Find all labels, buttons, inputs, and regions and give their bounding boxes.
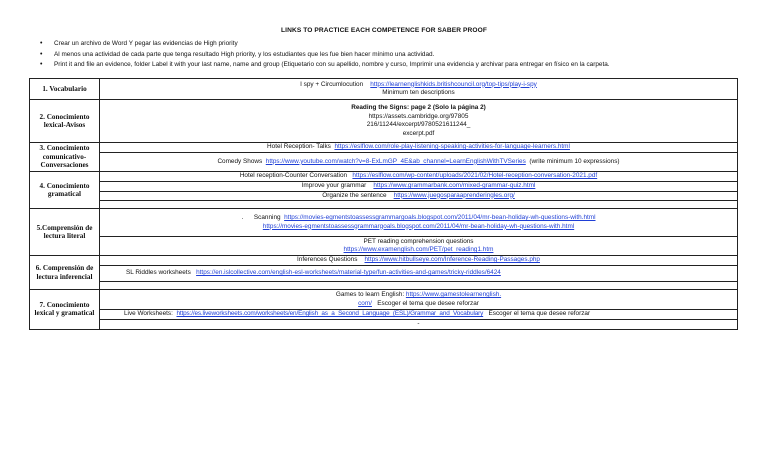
activity-link[interactable]: https://es.liveworksheets.com/worksheets/en/English_as_a_Second_Language_(ESL)/Grammar_and_Vocabulary xyxy=(176,310,484,318)
activity-link[interactable]: https://www.grammarbank.com/mixed-grammar-quiz.html xyxy=(373,182,536,189)
content-cell xyxy=(100,143,738,153)
activity-label: PET reading comprehension questions xyxy=(363,237,474,245)
activity-label: SL Riddles worksheets xyxy=(126,269,191,277)
table-row xyxy=(30,320,738,330)
activity-label: Games to learn English: xyxy=(335,291,405,298)
activity-label: Hotel Reception- Talks xyxy=(267,143,331,151)
activity-link[interactable]: https://eslflow.com/wp-content/uploads/2021/02/Hotel-reception-conversation-2021.pdf xyxy=(352,172,598,180)
table-row xyxy=(30,172,738,182)
content-cell xyxy=(100,256,738,266)
instruction-item: • Al menos una actividad de cada parte que tenga resultado High priority, y los estudiantes que les fue bien hacer mínimo una actividad. xyxy=(38,50,758,61)
content-cell xyxy=(100,191,738,201)
activity-note: Escoger el tema que desee reforzar xyxy=(488,310,591,318)
activity-note: Minimum ten descriptions xyxy=(382,89,455,96)
table-row xyxy=(30,209,738,237)
activity-link[interactable]: https://movies-egmentstoassessgrammargoals.blogspot.com/2011/04/mr-bean-holiday-wh-questions-with.html xyxy=(284,214,596,221)
activity-label: Improve your grammar xyxy=(301,182,367,189)
activity-link[interactable]: https://www.hitbullseye.com/Inference-Reading-Passages.php xyxy=(364,256,540,264)
content-cell xyxy=(100,79,738,100)
activity-note: Escoger el tema que desee reforzar xyxy=(377,299,479,307)
competence-links-table xyxy=(29,78,738,330)
content-cell xyxy=(100,266,738,282)
activity-link[interactable]: https://learnenglishkids.britishcouncil.org/top-tips/play-i-spy xyxy=(370,80,537,88)
activity-link[interactable]: https://www.youtube.com/watch?v=8-ExLmGP_4E&ab_channel=LearnEnglishWithTVSeries xyxy=(265,157,526,165)
activity-label: Reading the Signs: page 2 (Solo la página 2) xyxy=(351,104,486,111)
activity-link[interactable]: https://www.examenglish.com/PET/pet_reading1.htm xyxy=(343,246,494,253)
activity-label: I spy + Circumlocution xyxy=(300,80,364,88)
content-cell xyxy=(100,237,738,256)
activity-label: Comedy Shows xyxy=(217,157,263,165)
activity-link[interactable]: https://eslflow.com/role-play-listening-speaking-activities-for-language-learners.html xyxy=(334,143,570,151)
activity-link[interactable]: https://movies-egmentstoassessgrammargoals.blogspot.com/2011/04/mr-bean-holiday-wh-questions-with.html xyxy=(262,222,575,230)
content-cell xyxy=(100,172,738,182)
activity-link[interactable]: com/ xyxy=(358,299,372,307)
table-row xyxy=(30,282,738,290)
table-row xyxy=(30,100,738,143)
content-cell xyxy=(100,100,738,143)
activity-url-line: https://assets.cambridge.org/97805 xyxy=(368,112,469,120)
table-row xyxy=(30,266,738,282)
table-row xyxy=(30,201,738,209)
table-row xyxy=(30,237,738,256)
table-row xyxy=(30,290,738,310)
table-row xyxy=(30,310,738,320)
category-cell: 4. Conocimiento gramatical xyxy=(30,172,100,209)
content-cell xyxy=(100,209,738,237)
category-cell: 5.Comprensión de lectura literal xyxy=(30,209,100,256)
activity-link[interactable]: https://www.gamestolearnenglish. xyxy=(405,291,502,298)
table-row xyxy=(30,191,738,201)
activity-link[interactable]: https://www.juegosparaaprenderingles.org/ xyxy=(393,191,515,199)
activity-label: Live Worksheets: xyxy=(124,310,173,318)
content-cell xyxy=(100,182,738,192)
activity-note: (write minimum 10 expressions) xyxy=(529,157,620,165)
content-cell xyxy=(100,310,738,320)
table-row xyxy=(30,256,738,266)
content-cell xyxy=(100,153,738,172)
activity-link[interactable]: https://en.islcollective.com/english-esl-worksheets/material-type/fun-activities-and-games/tricky-riddles/6424 xyxy=(196,269,501,277)
activity-label: Organize the sentence xyxy=(322,191,387,199)
category-cell: 6. Comprensión de lectura inferencial xyxy=(30,256,100,290)
table-row xyxy=(30,182,738,192)
category-cell: 3. Conocimiento comunicativo-Conversaciones xyxy=(30,143,100,172)
dash-mark: - xyxy=(417,320,420,327)
bullet-dot: . xyxy=(241,214,244,221)
document-title: LINKS TO PRACTICE EACH COMPETENCE FOR SABER PROOF xyxy=(281,27,487,34)
instructions-list xyxy=(38,39,758,71)
instruction-item: • Crear un archivo de Word Y pegar las evidencias de High priority xyxy=(38,39,758,50)
content-cell xyxy=(100,320,738,330)
activity-label: Hotel reception-Counter Conversation xyxy=(239,172,348,180)
table-row xyxy=(30,79,738,100)
activity-url-line: 216/11244/excerpt/9780521611244_ xyxy=(366,121,471,128)
content-cell xyxy=(100,290,738,310)
category-cell: 2. Conocimiento lexical-Avisos xyxy=(30,100,100,143)
content-cell-empty xyxy=(100,282,738,290)
activity-label: Scanning xyxy=(253,214,281,221)
instruction-item: • Print it and file an evidence, folder Label it with your last name, name and group (Etiquetario con su apellido, nombre y curso, Imprimir una evidencia y archivar para entregar en físico en la carpeta. xyxy=(38,60,758,71)
table-row xyxy=(30,153,738,172)
activity-label: Inferences Questions xyxy=(297,256,358,264)
table-row xyxy=(30,143,738,153)
activity-url-line: excerpt.pdf xyxy=(402,129,435,137)
category-cell: 7. Conocimiento lexical y gramatical xyxy=(30,290,100,330)
category-cell: 1. Vocabulario xyxy=(30,79,100,100)
content-cell-empty xyxy=(100,201,738,209)
